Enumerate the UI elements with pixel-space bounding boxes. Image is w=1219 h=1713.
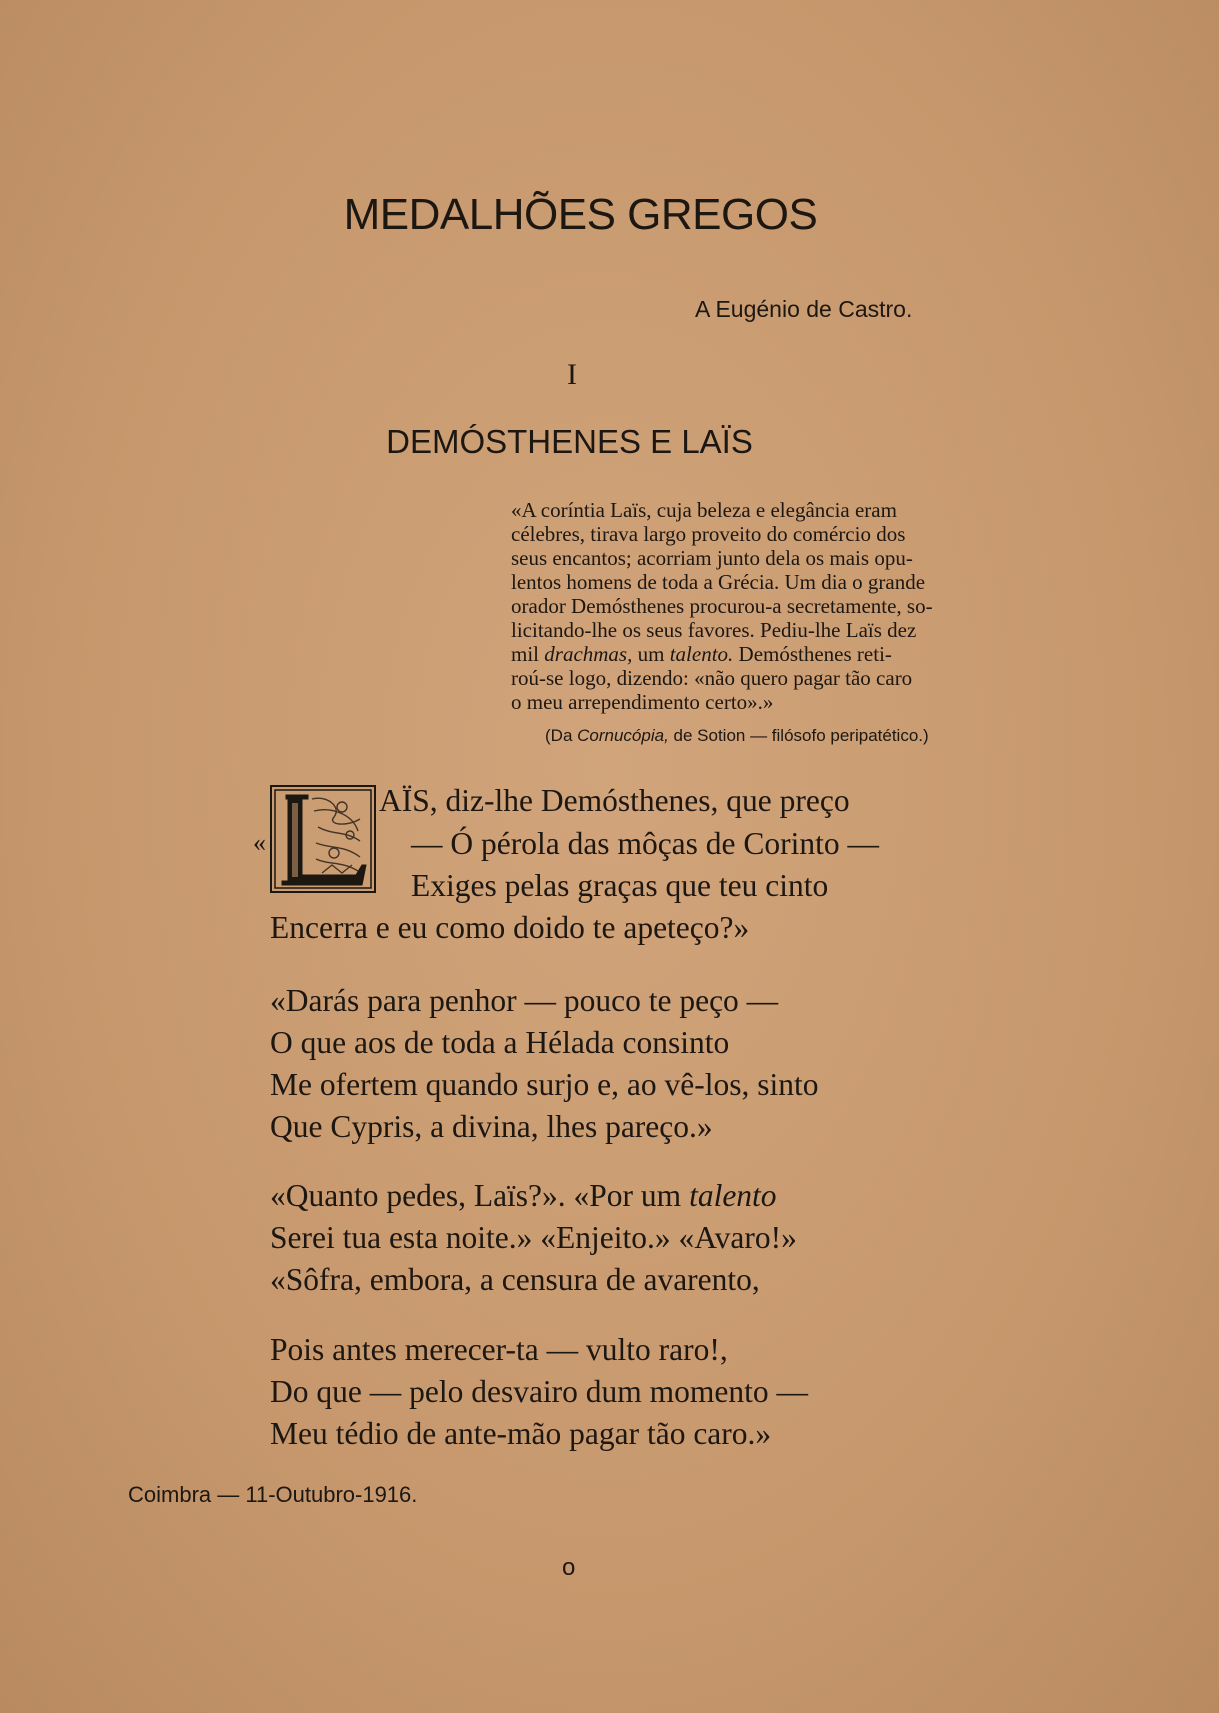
- epigraph-line: lentos homens de toda a Grécia. Um dia o grande: [511, 570, 926, 594]
- epigraph-text: Demósthenes reti-: [733, 642, 892, 666]
- dedication: A Eugénio de Castro.: [695, 296, 913, 322]
- epigraph-text: um: [632, 642, 670, 666]
- poem-line: Do que — pelo desvairo dum momento —: [270, 1374, 809, 1409]
- epigraph-text: mil: [511, 642, 545, 666]
- page-title: MEDALHÕES GREGOS: [343, 190, 818, 239]
- signature: Coimbra — 11-Outubro-1916.: [128, 1482, 418, 1507]
- epigraph-source: [545, 726, 929, 746]
- section-title: DEMÓSTHENES E LAÏS: [386, 423, 753, 460]
- epigraph-line: roú-se logo, dizendo: «não quero pagar tão caro: [511, 666, 913, 690]
- epigraph-italic: talento.: [669, 642, 734, 666]
- poem-line: Serei tua esta noite.» «Enjeito.» «Avaro!»: [270, 1220, 797, 1255]
- source-italic: Cornucópia,: [577, 726, 669, 745]
- source-text: (Da: [545, 726, 578, 745]
- poem-italic: talento: [689, 1178, 777, 1213]
- poem-line: «Sôfra, embora, a censura de avarento,: [270, 1262, 760, 1297]
- ornament-icon: [272, 787, 374, 891]
- poem-line: — Ó pérola das môças de Corinto —: [411, 826, 880, 861]
- poem-line: Exiges pelas graças que teu cinto: [411, 868, 829, 903]
- epigraph-line: «A coríntia Laïs, cuja beleza e elegância eram: [511, 498, 897, 522]
- poem-text: «Quanto pedes, Laïs?». «Por um: [270, 1178, 690, 1213]
- drop-cap-ornament: [270, 785, 376, 893]
- epigraph-line: [511, 642, 1021, 666]
- epigraph: [511, 498, 1021, 714]
- source-text: de Sotion — filósofo peripatético.): [668, 726, 929, 745]
- epigraph-line: seus encantos; acorriam junto dela os mais opu-: [511, 546, 913, 570]
- epigraph-line: o meu arrependimento certo».»: [511, 690, 774, 714]
- poem-line: Encerra e eu como doido te apeteço?»: [270, 910, 750, 945]
- epigraph-line: célebres, tirava largo proveito do comércio dos: [511, 522, 906, 546]
- epigraph-line: licitando-lhe os seus favores. Pediu-lhe Laïs dez: [511, 618, 917, 642]
- epigraph-italic: drachmas,: [544, 642, 633, 666]
- poem-line: O que aos de toda a Hélada consinto: [270, 1025, 730, 1060]
- poem-line: Me ofertem quando surjo e, ao vê-los, sinto: [270, 1067, 819, 1102]
- section-number: I: [567, 358, 577, 391]
- poem-line: «Darás para penhor — pouco te peço —: [270, 983, 779, 1018]
- poem-line: Que Cypris, a divina, lhes pareço.»: [270, 1109, 713, 1144]
- epigraph-line: orador Demósthenes procurou-a secretamente, so-: [511, 594, 933, 618]
- poem-line: AÏS, diz-lhe Demósthenes, que preço: [379, 783, 850, 818]
- poem-line: [270, 1178, 777, 1214]
- page-number: o: [562, 1554, 576, 1581]
- open-quote: «: [253, 828, 266, 857]
- poem-line: Pois antes merecer-ta — vulto raro!,: [270, 1332, 728, 1367]
- poem-line: Meu tédio de ante-mão pagar tão caro.»: [270, 1416, 772, 1451]
